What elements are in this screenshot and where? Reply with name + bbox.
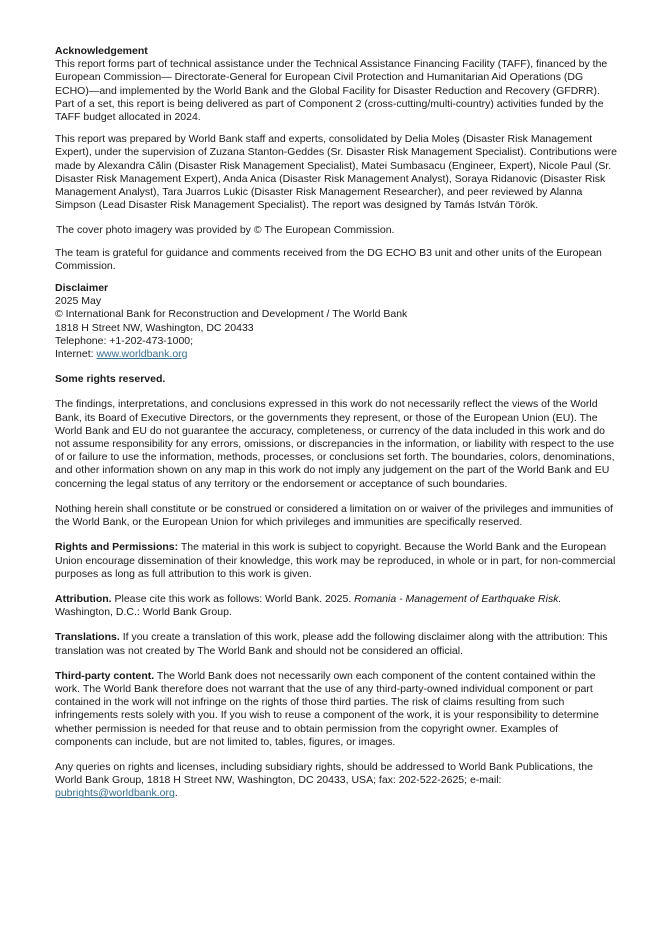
- queries-end: .: [174, 787, 178, 800]
- third-party-label: Third-party content.: [55, 669, 155, 682]
- rights-permissions-text: The material in this work is subject to copyright. Because the World Bank and the European Union encourage dissemination of their knowledge, this work may be reproduced, in whole or in part, for non-commercial purposes as long as full attribution to this work is given.: [55, 541, 616, 580]
- queries-text: Any queries on rights and licenses, including subsidiary rights, should be addressed to World Bank Publications, the World Bank Group, 1818 H Street NW, Washington, DC 20433, USA; fax: 202-522-2625; e-mail:: [55, 760, 593, 787]
- rights-paragraph-2: Nothing herein shall constitute or be construed or considered a limitation on or waiver of the privileges and immunities of the World Bank, or the European Union for which privileges and immunities are specifically reserved.: [55, 502, 613, 529]
- worldbank-website-link[interactable]: www.worldbank.org: [96, 348, 188, 361]
- rights-permissions-paragraph: [55, 541, 618, 581]
- disclaimer-address: 1818 H Street NW, Washington, DC 20433: [55, 321, 254, 334]
- rights-permissions-label: Rights and Permissions:: [55, 541, 179, 554]
- pubrights-email-link[interactable]: pubrights@worldbank.org: [55, 787, 175, 800]
- attribution-paragraph: [55, 593, 618, 619]
- translations-paragraph: [55, 631, 618, 657]
- acknowledgement-paragraph-1: This report forms part of technical assistance under the Technical Assistance Financing Facility (TAFF), financed by the European Commission— Directorate-General for European Civil Protection and Humanitarian Aid Operations (DG ECHO)—and implemented by the World Bank and the Global Facility for Disaster Reduction and Recovery (GFDRR). Part of a set, this report is being delivered as part of Component 2 (cross-cutting/multi-country) activities funded by the TAFF budget allocated in 2024.: [55, 58, 608, 124]
- attribution-label: Attribution.: [55, 592, 112, 605]
- some-rights-reserved-heading: Some rights reserved.: [55, 373, 166, 386]
- disclaimer-heading: Disclaimer: [55, 282, 109, 295]
- translations-text: If you create a translation of this work, please add the following disclaimer along with the attribution: This translation was not created by The World Bank and should not be considered an official.: [55, 631, 608, 657]
- attribution-text-before: Please cite this work as follows: World Bank. 2025.: [111, 592, 355, 605]
- attribution-report-title: Romania - Management of Earthquake Risk.: [354, 592, 562, 605]
- document-page: [55, 45, 618, 801]
- disclaimer-internet: [55, 348, 618, 361]
- acknowledgement-paragraph-3: The cover photo imagery was provided by © The European Commission.: [56, 224, 395, 237]
- translations-label: Translations.: [55, 631, 120, 644]
- acknowledgement-paragraph-2: This report was prepared by World Bank staff and experts, consolidated by Delia Moleș (Disaster Risk Management Expert), under the supervision of Zuzana Stanton-Geddes (Sr. Disaster Risk Management Specialist). Contributions were made by Alexandra Călin (Disaster Risk Management Specialist), Matei Sumbasacu (Engineer, Expert), Nicole Paul (Sr. Disaster Risk Management Expert), Anda Anica (Disaster Risk Management Analyst), Soraya Ridanovic (Disaster Risk Management Analyst), Tara Juarros Lukic (Disaster Risk Management Researcher), and peer reviewed by Alanna Simpson (Lead Disaster Risk Management Specialist). The report was designed by Tamás István Török.: [55, 133, 618, 212]
- internet-label: Internet:: [55, 348, 97, 361]
- third-party-text: The World Bank does not necessarily own each component of the content contained within the work. The World Bank therefore does not warrant that the use of any third-party-owned individual component or part contained in the work will not infringe on the rights of those third parties. The risk of claims resulting from such infringements rests solely with you. If you wish to reuse a component of the work, it is your responsibility to determine whether permission is needed for that reuse and to obtain permission from the copyright owner. Examples of components can include, but are not limited to, tables, figures, or images.: [55, 669, 599, 748]
- disclaimer-telephone: Telephone: +1-202-473-1000;: [55, 334, 194, 347]
- queries-paragraph: [55, 761, 618, 801]
- disclaimer-copyright: © International Bank for Reconstruction and Development / The World Bank: [55, 308, 408, 321]
- rights-paragraph-1: The findings, interpretations, and conclusions expressed in this work do not necessarily reflect the views of the World Bank, its Board of Executive Directors, or the governments they represent, or those of the European Union (EU). The World Bank and EU do not guarantee the accuracy, completeness, or currency of the data included in this work and do not assume responsibility for any errors, omissions, or discrepancies in the information, or liability with respect to the use of or failure to use the information, methods, processes, or conclusions set forth. The boundaries, colors, denominations, and other information shown on any map in this work do not imply any judgement on the part of the World Bank and EU concerning the legal status of any territory or the endorsement or acceptance of such boundaries.: [55, 398, 615, 490]
- acknowledgement-paragraph-4: The team is grateful for guidance and comments received from the DG ECHO B3 unit and other units of the European Commission.: [55, 246, 602, 272]
- attribution-text-after: Washington, D.C.: World Bank Group.: [55, 606, 232, 619]
- acknowledgement-heading: Acknowledgement: [55, 45, 148, 57]
- third-party-paragraph: [55, 670, 618, 749]
- disclaimer-date: 2025 May: [55, 295, 102, 308]
